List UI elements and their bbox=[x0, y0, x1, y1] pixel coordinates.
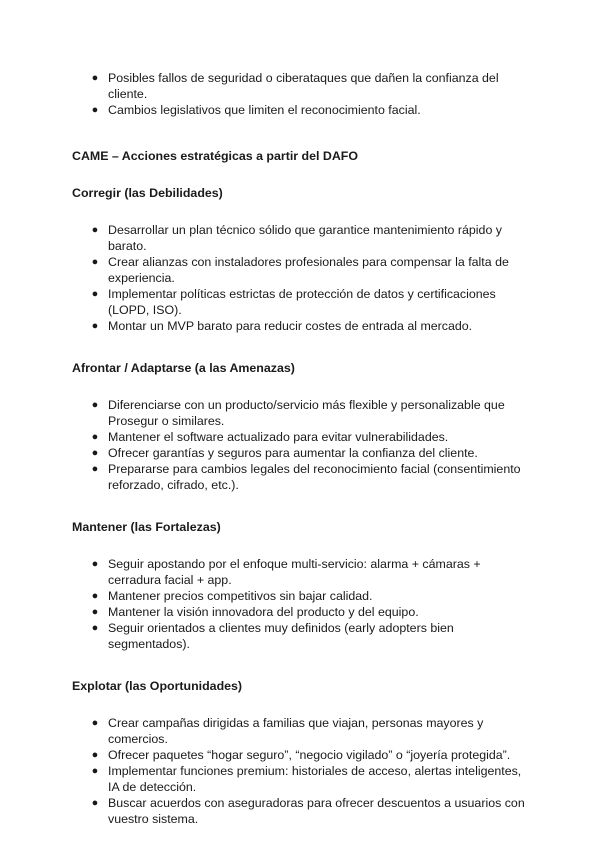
bullet-icon: ● bbox=[91, 431, 99, 443]
section-title-corregir: Corregir (las Debilidades) bbox=[72, 186, 223, 200]
section-list-explotar bbox=[72, 715, 532, 827]
bullet-icon: ● bbox=[91, 797, 99, 809]
bullet-icon: ● bbox=[91, 224, 99, 236]
bullet-icon: ● bbox=[91, 320, 99, 332]
list-item: ● Crear campañas dirigidas a familias que viajan, personas mayores y comercios. bbox=[91, 716, 484, 746]
bullet-icon: ● bbox=[91, 558, 99, 570]
list-item: ● Crear alianzas con instaladores profesionales para compensar la falta de experiencia. bbox=[91, 255, 509, 285]
list-item: ● Ofrecer garantías y seguros para aumentar la confianza del cliente. bbox=[91, 446, 478, 460]
section-list-afrontar bbox=[72, 397, 532, 493]
bullet-icon: ● bbox=[91, 717, 99, 729]
list-item: ● Prepararse para cambios legales del reconocimiento facial (consentimiento reforzado, cifrado, etc.). bbox=[91, 462, 521, 492]
bullet-icon: ● bbox=[91, 765, 99, 777]
bullet-icon: ● bbox=[91, 622, 99, 634]
section-title-afrontar: Afrontar / Adaptarse (a las Amenazas) bbox=[72, 361, 295, 375]
document-content bbox=[72, 70, 532, 827]
bullet-icon: ● bbox=[91, 447, 99, 459]
bullet-icon: ● bbox=[91, 463, 99, 475]
section-list-mantener bbox=[72, 556, 532, 652]
list-item: ● Ofrecer paquetes “hogar seguro”, “negocio vigilado” o “joyería protegida”. bbox=[91, 748, 511, 762]
bullet-icon: ● bbox=[91, 288, 99, 300]
list-item: ● Seguir orientados a clientes muy definidos (early adopters bien segmentados). bbox=[91, 621, 454, 651]
bullet-icon: ● bbox=[91, 104, 99, 116]
section-list-corregir bbox=[72, 222, 532, 334]
list-item: ● Mantener precios competitivos sin bajar calidad. bbox=[91, 589, 373, 603]
section-title-explotar: Explotar (las Oportunidades) bbox=[72, 679, 243, 693]
list-item: ● Cambios legislativos que limiten el reconocimiento facial. bbox=[91, 103, 421, 117]
came-title: CAME – Acciones estratégicas a partir del DAFO bbox=[72, 149, 358, 163]
bullet-icon: ● bbox=[91, 606, 99, 618]
list-item: ● Implementar políticas estrictas de protección de datos y certificaciones (LOPD, ISO). bbox=[91, 287, 496, 317]
list-item: ● Mantener el software actualizado para evitar vulnerabilidades. bbox=[91, 430, 449, 444]
section-title-mantener: Mantener (las Fortalezas) bbox=[72, 520, 221, 534]
list-item: ● Implementar funciones premium: historiales de acceso, alertas inteligentes, IA de detección. bbox=[91, 764, 522, 794]
list-item: ● Montar un MVP barato para reducir costes de entrada al mercado. bbox=[91, 319, 473, 333]
list-item: ● Buscar acuerdos con aseguradoras para ofrecer descuentos a usuarios con vuestro sistema. bbox=[91, 796, 525, 826]
list-item: ● Diferenciarse con un producto/servicio más flexible y personalizable que Prosegur o similares. bbox=[91, 398, 505, 428]
list-item: ● Mantener la visión innovadora del producto y del equipo. bbox=[91, 605, 419, 619]
bullet-icon: ● bbox=[91, 72, 99, 84]
bullet-icon: ● bbox=[91, 590, 99, 602]
bullet-icon: ● bbox=[91, 749, 99, 761]
list-item: ● Desarrollar un plan técnico sólido que garantice mantenimiento rápido y barato. bbox=[91, 223, 502, 253]
bullet-icon: ● bbox=[91, 399, 99, 411]
bullet-icon: ● bbox=[91, 256, 99, 268]
intro-bullet-list bbox=[72, 70, 532, 118]
list-item: ● Posibles fallos de seguridad o ciberataques que dañen la confianza del cliente. bbox=[91, 71, 499, 101]
list-item: ● Seguir apostando por el enfoque multi-servicio: alarma + cámaras + cerradura facial + app. bbox=[91, 557, 481, 587]
